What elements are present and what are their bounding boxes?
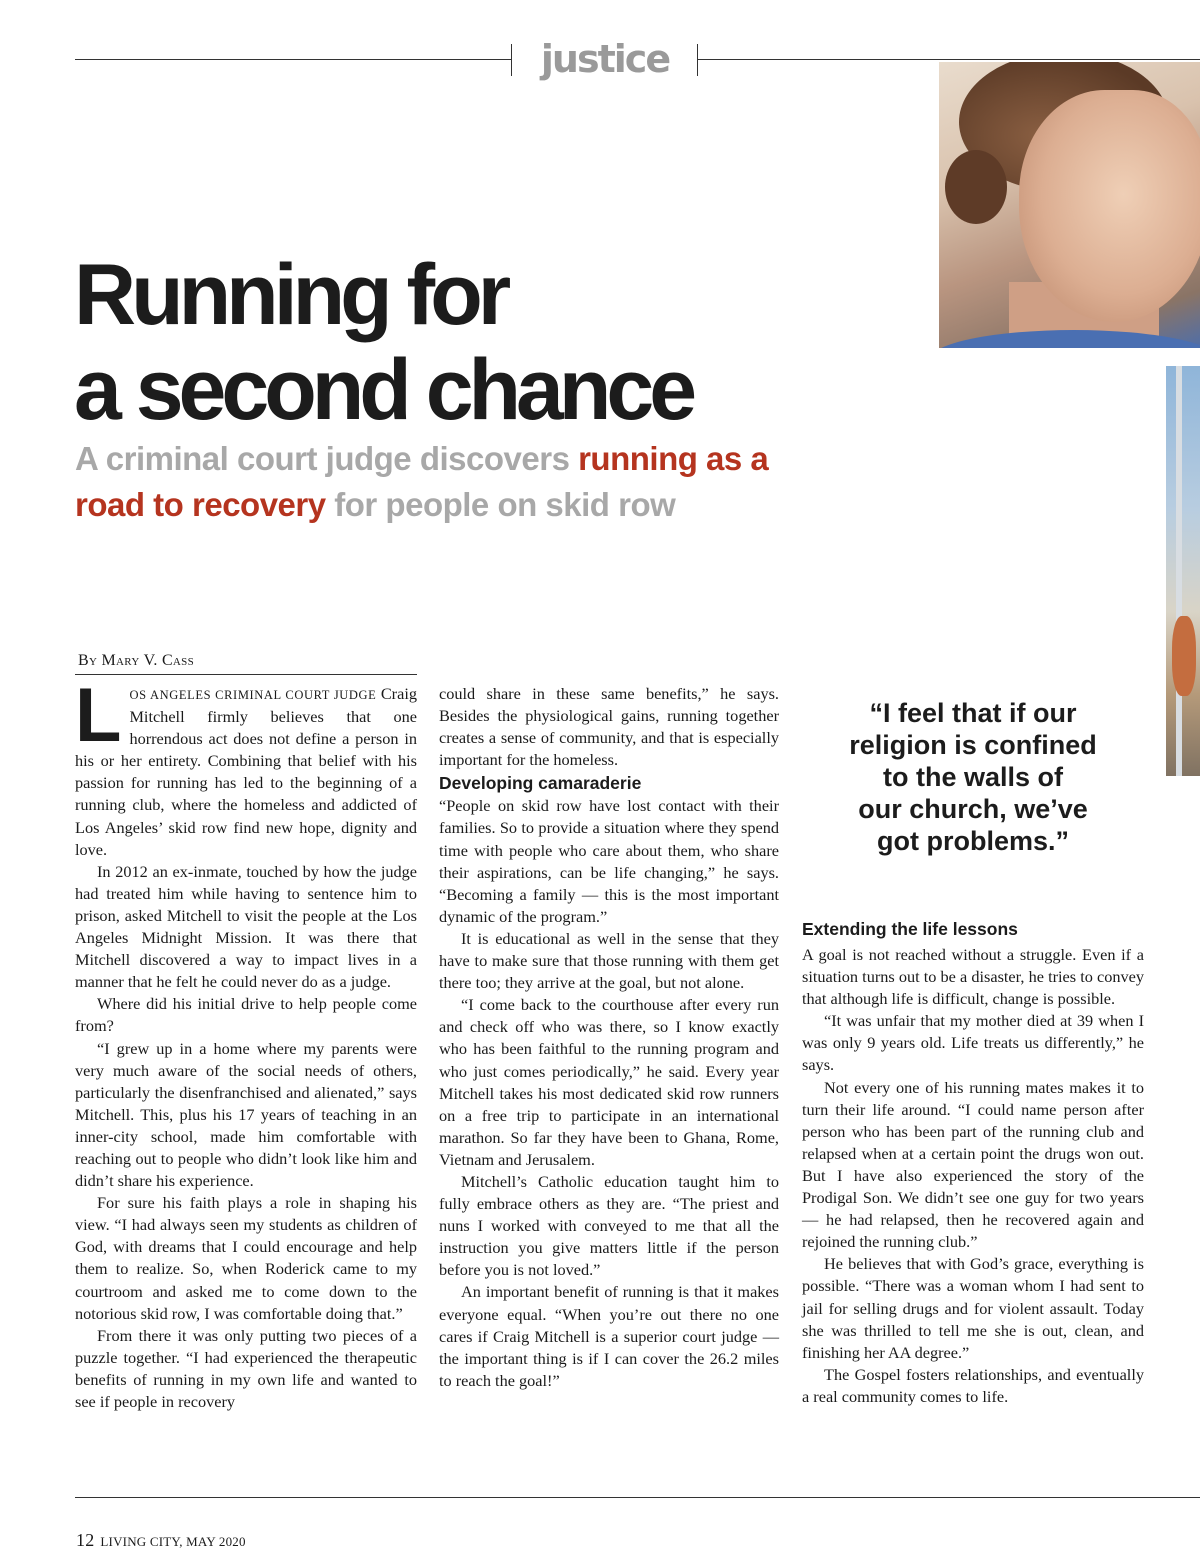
headline-line-1: Running for bbox=[74, 247, 507, 343]
paragraph: From there it was only putting two pieces of a puzzle together. “I had experienced the therapeutic benefits of running in my own life and wanted to see if people in recovery bbox=[75, 1325, 417, 1411]
article-column-3 bbox=[802, 944, 1144, 1408]
paragraph: For sure his faith plays a role in shaping his view. “I had always seen my students as children of God, with dreams that I could encourage and help them to realize. So, when Roderick came to my courtroom and asked me to come down to the notorious skid row, I was comfortable doing that.” bbox=[75, 1193, 417, 1323]
paragraph: “It was unfair that my mother died at 39 when I was only 9 years old. Life treats us differently,” he says. bbox=[802, 1011, 1144, 1075]
pull-quote-line: to the walls of bbox=[882, 762, 1063, 792]
subhead-developing-camaraderie: Developing camaraderie bbox=[439, 773, 642, 794]
page-number: 12 bbox=[76, 1530, 95, 1550]
paragraph: An important benefit of running is that it makes everyone equal. “When you’re out there no one cares if Craig Mitchell is a superior court judge — the important thing is if I can cover the 26.2 miles to reach the goal!” bbox=[439, 1282, 779, 1390]
article-column-1 bbox=[75, 673, 417, 1413]
header-rule-left bbox=[75, 59, 512, 60]
header-rule-right bbox=[697, 59, 1200, 60]
deck-part-1: A criminal court judge discovers bbox=[75, 440, 579, 477]
pull-quote bbox=[815, 697, 1131, 857]
section-label: justice bbox=[540, 37, 670, 81]
publication-info: LIVING CITY, MAY 2020 bbox=[100, 1534, 246, 1549]
byline-rule bbox=[75, 674, 417, 675]
drop-cap: L bbox=[75, 673, 122, 758]
paragraph: “I come back to the courthouse after every run and check off who was there, so I know exactly who has been faithful to the running program and who just comes periodically,” he said. Every year Mitchell takes his most dedicated skid row runners on a free trip to participate in an international marathon. So far they have been to Ghana, Rome, Vietnam and Jerusalem. bbox=[439, 995, 779, 1169]
article-column-2 bbox=[439, 683, 779, 1392]
byline: By Mary V. Cass bbox=[78, 652, 195, 669]
paragraph: Mitchell’s Catholic education taught him to fully embrace others as they are. “The priest and nuns I worked with conveyed to me that all the instruction you give matters little if the person before you is not loved.” bbox=[439, 1171, 779, 1280]
deck-highlight-1: running as a bbox=[578, 440, 769, 477]
deck-part-2: for people on skid row bbox=[325, 486, 676, 523]
paragraph: The Gospel fosters relationships, and eventually a real community comes to life. bbox=[802, 1364, 1144, 1406]
paragraph: He believes that with God’s grace, everything is possible. “There was a woman whom I had sent to jail for selling drugs and for violent assault. Today she was thrilled to tell me she is out, clean, and finishing her AA degree.” bbox=[802, 1254, 1144, 1362]
paragraph: In 2012 an ex-inmate, touched by how the judge had treated him while having to sentence him to prison, asked Mitchell to visit the people at the Los Angeles Midnight Mission. It was there that Mitchell discovered a way to impact lives in a manner that he felt he could never do as a judge. bbox=[75, 861, 417, 992]
lead-text: Craig Mitchell firmly believes that one horrendous act does not define a person in his or her entirety. Combining that belief with his passion for running has led to the beginning of a running club, where the homeless and addicted of Los Angeles’ skid row find new hope, dignity and love. bbox=[75, 684, 417, 859]
deck-highlight-2: road to recovery bbox=[75, 486, 326, 523]
header-tick-right bbox=[697, 44, 698, 76]
paragraph: Where did his initial drive to help people come from? bbox=[75, 994, 417, 1036]
lead-paragraph bbox=[75, 673, 417, 861]
woman-portrait-photo bbox=[939, 62, 1200, 348]
paragraph: A goal is not reached without a struggle. Even if a situation turns out to be a disaster, he tries to convey that although life is difficult, change is possible. bbox=[802, 945, 1144, 1009]
lead-caps: OS ANGELES CRIMINAL COURT JUDGE bbox=[129, 688, 377, 702]
page-footer bbox=[76, 1530, 246, 1551]
pull-quote-line: “I feel that if our bbox=[869, 698, 1077, 728]
paragraph: “I grew up in a home where my parents were very much aware of the social needs of others, particularly the disenfranchised and alienated,” says Mitchell. This, plus his 17 years of teaching in an inner-city school, made him comfortable with reaching out to people who didn’t look like him and didn’t share his experience. bbox=[75, 1038, 417, 1191]
paragraph: Not every one of his running mates makes it to turn their life around. “I could name person after person who has been part of the running club and relapsed when at a certain point the drugs won out. But I have also experienced the story of the Prodigal Son. We didn’t see one guy for two years — he had relapsed, then he recovered again and rejoined the running club.” bbox=[802, 1077, 1144, 1252]
headline-line-2: a second chance bbox=[74, 342, 693, 438]
subhead-extending-life-lessons: Extending the life lessons bbox=[802, 919, 1018, 939]
paragraph: “People on skid row have lost contact with their families. So to provide a situation where they spend time with people who care about them, who share their aspirations, can be life changing,” he says. “Becoming a family — this is the most important dynamic of the program.” bbox=[439, 796, 779, 926]
footer-rule bbox=[75, 1497, 1200, 1498]
pull-quote-line: religion is confined bbox=[849, 730, 1097, 760]
runners-street-photo bbox=[1166, 366, 1200, 776]
pull-quote-line: got problems.” bbox=[876, 826, 1069, 856]
header-tick-left bbox=[511, 44, 512, 76]
paragraph: It is educational as well in the sense that they have to make sure that those running with them get there too; they arrive at the goal, but not alone. bbox=[439, 928, 779, 993]
deck-subtitle bbox=[75, 436, 855, 528]
paragraph: could share in these same benefits,” he says. Besides the physiological gains, running together creates a sense of community, and that is especially important for the homeless. bbox=[439, 684, 779, 770]
pull-quote-line: our church, we’ve bbox=[858, 794, 1088, 824]
headline bbox=[74, 248, 894, 438]
